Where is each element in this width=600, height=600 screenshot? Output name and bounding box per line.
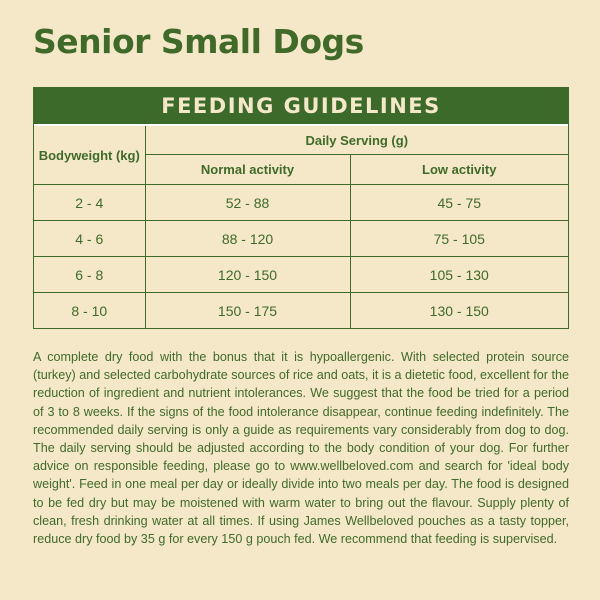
table-row — [34, 257, 568, 293]
serving-table — [34, 126, 568, 328]
table-row — [34, 185, 568, 221]
weight-cell: 6 - 8 — [34, 257, 145, 293]
table-row — [34, 293, 568, 329]
low-serving-cell: 75 - 105 — [350, 221, 568, 257]
normal-serving-cell: 120 - 150 — [145, 257, 350, 293]
table-row — [34, 221, 568, 257]
weight-cell: 2 - 4 — [34, 185, 145, 221]
bodyweight-header: Bodyweight (kg) — [34, 126, 145, 185]
low-serving-cell: 45 - 75 — [350, 185, 568, 221]
daily-serving-header: Daily Serving (g) — [145, 126, 568, 155]
feeding-description: A complete dry food with the bonus that it is hypoallergenic. With selected protein source (turkey) and selected carbohydrate sources of rice and oats, it is a dietetic food, excellent for the reduction of ingredient and nutrient intolerances. We suggest that the food be tried for a period of 3 to 8 weeks. If the signs of the food intolerance disappear, continue feeding indefinitely. The recommended daily serving is only a guide as requirements vary considerably from dog to dog. The daily serving should be adjusted according to the body condition of your dog. For further advice on responsible feeding, please go to www.wellbeloved.com and search for 'ideal body weight'. Feed in one meal per day or ideally divide into two meals per day. The food is designed to be fed dry but may be moistened with warm water to bring out the flavour. Supply plenty of clean, fresh drinking water at all times. If using James Wellbeloved pouches as a tasty topper, reduce dry food by 35 g for every 150 g pouch fed. We recommend that feeding is supervised. — [33, 350, 569, 547]
weight-cell: 8 - 10 — [34, 293, 145, 329]
low-serving-cell: 130 - 150 — [350, 293, 568, 329]
normal-activity-header: Normal activity — [145, 155, 350, 185]
low-serving-cell: 105 - 130 — [350, 257, 568, 293]
low-activity-header: Low activity — [350, 155, 568, 185]
normal-serving-cell: 88 - 120 — [145, 221, 350, 257]
page-title: Senior Small Dogs — [33, 22, 364, 61]
weight-cell: 4 - 6 — [34, 221, 145, 257]
banner-title: FEEDING GUIDELINES — [161, 94, 441, 118]
normal-serving-cell: 52 - 88 — [145, 185, 350, 221]
normal-serving-cell: 150 - 175 — [145, 293, 350, 329]
feeding-guidelines-banner — [34, 88, 568, 126]
feeding-guidelines-table — [33, 87, 569, 329]
